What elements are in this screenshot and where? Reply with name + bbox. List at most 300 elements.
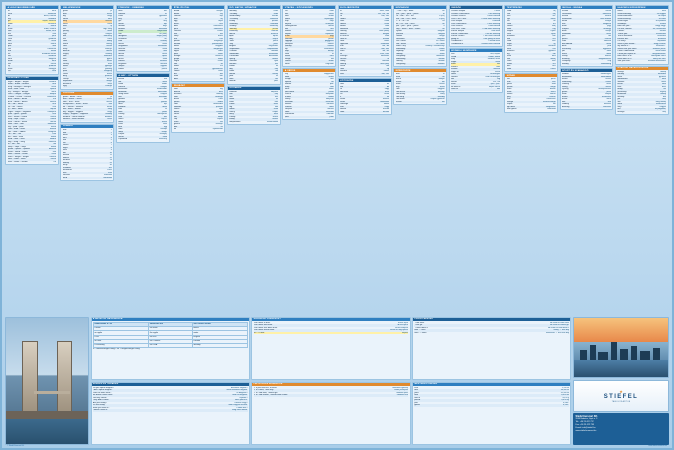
translation: nadrág (216, 93, 223, 96)
term: library (284, 98, 291, 101)
translation: fizetés (604, 55, 611, 58)
translation: elkapni (49, 93, 57, 96)
translation: -tól, -től (382, 50, 390, 53)
block-title: SPORT ÉS SZABADIDŐ (561, 69, 613, 72)
term: tell (7, 52, 11, 55)
term: happy – happier – happiest (62, 113, 89, 116)
term: window (118, 105, 126, 108)
block-prepositions (338, 5, 392, 77)
term: luggage (284, 40, 293, 43)
term: after (340, 110, 345, 113)
translation: útlevél (327, 42, 334, 45)
term: why (395, 85, 400, 88)
term: meeting (562, 57, 570, 60)
translation: bank (329, 88, 334, 91)
term: foot (414, 389, 418, 392)
term: ugly (62, 85, 67, 88)
block-title: HASZNOS KIFEJEZÉSEK (616, 6, 668, 9)
term: ask (7, 55, 11, 58)
bottom-grammar-column-2 (251, 317, 410, 445)
translation: hétfő (273, 10, 279, 13)
term: mother (118, 25, 125, 28)
translation: szőlő (217, 57, 223, 60)
term: in (340, 10, 342, 13)
translation: kié (441, 100, 445, 103)
term: think (7, 37, 12, 40)
term: Does he work here? (92, 391, 112, 394)
translation: szép (107, 82, 112, 85)
translation: csütörtök (269, 17, 279, 20)
translation: paradicsom (212, 42, 223, 45)
translation: kicsi (107, 17, 112, 20)
translation: miért (440, 85, 445, 88)
translation: az (442, 20, 445, 23)
term: Sunday (229, 25, 237, 28)
term: July (229, 42, 234, 45)
term: at (340, 15, 342, 18)
translation: csizma (216, 110, 223, 113)
term: famous – more famous (62, 118, 85, 121)
block-title: RUHÁZAT (172, 84, 224, 87)
cell: an apple (93, 331, 148, 335)
term: How much is it? (617, 55, 633, 58)
translation: valós jelen/jövő (394, 389, 409, 392)
block-title: ELÖLJÁRÓSZÓK (339, 6, 391, 9)
term: modern – more modern (62, 115, 85, 118)
term: temperature (229, 120, 241, 123)
translation: Mennyibe kerül? (651, 55, 667, 58)
term: have to (451, 88, 458, 91)
translation: ajtó (164, 103, 168, 106)
entry-row (562, 106, 611, 109)
translation: Hogy hívnak? (653, 42, 667, 45)
term: break – broke – broken (7, 83, 29, 86)
term: give (7, 45, 12, 48)
term: driver (118, 57, 124, 60)
translation: öreg (107, 108, 112, 111)
block-title: ISKOLA – MUNKA (561, 6, 613, 9)
translation: én (442, 10, 445, 13)
translation: hány (440, 93, 445, 96)
translation: étterem (326, 113, 334, 116)
term: thirteen (62, 159, 70, 162)
translation: fiú (vkié) (159, 32, 168, 35)
term: storm (229, 108, 235, 111)
term: forget – forgot – forgotten (7, 110, 31, 113)
term: "I will go." (414, 324, 424, 327)
translation: amikor (382, 98, 390, 101)
translation: szálloda (326, 110, 334, 113)
term: December (229, 55, 239, 58)
translation: köd (274, 105, 279, 108)
translation: néha (661, 78, 667, 81)
translation: szomorú (103, 55, 112, 58)
term: I'm not ready. (92, 404, 106, 407)
translation: gyors (106, 57, 112, 60)
translation: hamarosan (656, 103, 667, 106)
translation: posta (328, 90, 334, 93)
translation: 4,546 l (563, 404, 570, 407)
translation: tartani (50, 118, 57, 121)
translation: váll (552, 35, 556, 38)
translation: csúnya (105, 85, 112, 88)
term: office (562, 52, 567, 55)
translation: szoknya (215, 95, 223, 98)
term: leave (7, 67, 13, 70)
term: yellow (506, 85, 513, 88)
column-header: határozatlan a / an (93, 322, 148, 326)
term: because (340, 90, 349, 93)
translation: maga (439, 35, 445, 38)
term: water (173, 65, 179, 68)
translation: világoskék (545, 105, 556, 108)
translation: nagy (107, 15, 112, 18)
term: What time is it? (617, 57, 632, 60)
term: you – you – your – yours (395, 12, 419, 15)
translation: konyha (160, 85, 168, 88)
translation: fiatal (107, 30, 112, 33)
term: cloudy (229, 115, 236, 118)
term: juice (173, 67, 179, 70)
translation: piszkos (104, 75, 112, 78)
term: tennis (562, 78, 568, 81)
term: behind (340, 32, 347, 35)
term: daughter (118, 35, 127, 38)
term: soon (617, 103, 622, 106)
term: little – less – least (62, 100, 80, 103)
block-articles (91, 317, 250, 380)
term: how (395, 88, 400, 91)
column-header: zéró névelő nélkül (192, 322, 247, 326)
term: when (340, 98, 346, 101)
term: Goodbye! (617, 22, 627, 25)
term: today (617, 88, 623, 91)
translation: fal (165, 108, 168, 111)
building (611, 342, 618, 360)
translation: só (220, 62, 223, 65)
term: underground (284, 25, 297, 28)
translation: I have worked (487, 15, 501, 18)
term: I don't speak English. (92, 389, 113, 392)
contact-line[interactable]: www.stiefel-eurocart.hu (575, 430, 597, 432)
translation: és (386, 83, 390, 86)
term: bedroom (118, 90, 127, 93)
brand-logo (573, 380, 669, 412)
block-title: SZÁMOK (61, 125, 113, 128)
translation: kávé (218, 70, 223, 73)
translation: Hogy vagy? (655, 25, 667, 28)
term: thousand (62, 169, 72, 172)
term: square (284, 80, 292, 83)
translation: metró (328, 25, 334, 28)
term: this / these (395, 40, 406, 43)
term: football (562, 73, 569, 76)
translation: nélkül (383, 70, 390, 73)
term: August (229, 45, 236, 48)
term: bicycle (284, 22, 292, 25)
translation: ceruza (604, 37, 611, 40)
translation: tegnap (660, 90, 667, 93)
translation: hőmérséklet (266, 120, 279, 123)
term: school (562, 10, 569, 13)
translation: könyv (605, 30, 611, 33)
term: Wednesday (229, 15, 241, 18)
bridge-tower (57, 341, 72, 416)
translation: bor (219, 75, 223, 78)
translation: He said he was tired. (549, 321, 570, 324)
term: Thursday (229, 17, 238, 20)
term: poor (62, 70, 68, 73)
translation: csapat (604, 93, 611, 96)
translation: fekete (549, 88, 556, 91)
term: Good morning! (617, 12, 632, 15)
translation: házi feladat (600, 17, 611, 20)
translation: menni (50, 25, 57, 28)
term: seldom (617, 80, 625, 83)
translation: kevés (106, 100, 112, 103)
term: shall (451, 83, 456, 86)
term: fog (229, 105, 233, 108)
term: train (284, 15, 289, 18)
translation: nap (274, 67, 279, 70)
brand-name: STIEFEL (603, 394, 639, 400)
translation: fül (553, 20, 556, 23)
block-title: FELTÉTELES MONDATOK (252, 383, 410, 386)
term: living room (118, 93, 129, 96)
translation: Viszlát! (659, 22, 667, 25)
term: I – me – my – mine (395, 10, 414, 13)
term: gloves (173, 123, 180, 126)
term: blackboard (562, 42, 573, 45)
block-title: KÖTŐSZÓK (339, 79, 391, 82)
translation: mögött (382, 32, 390, 35)
term: Future Perfect (451, 35, 465, 38)
term: cloud (229, 103, 235, 106)
table-row (93, 343, 247, 347)
block-time-days-months (227, 5, 281, 85)
term: feel (7, 62, 11, 65)
footer-website[interactable]: www.stiefel-eurocart.hu (648, 444, 667, 447)
term: before (340, 108, 347, 111)
term: Past Perf. Cont. (451, 27, 466, 30)
term: but (340, 85, 344, 88)
translation: előszoba (159, 95, 168, 98)
translation: Nem értem. (655, 50, 667, 53)
translation: diák (163, 50, 168, 53)
term: everything (395, 62, 406, 65)
term: with (340, 72, 344, 75)
term: big (62, 15, 66, 18)
term: I'm sorry. (617, 40, 626, 43)
term: during (340, 62, 346, 65)
term: finger (506, 42, 512, 45)
term: never (617, 83, 623, 86)
translation: Később találkozunk! (647, 60, 667, 63)
translation: fürdőszoba (157, 88, 168, 91)
column-header: határozott the (148, 322, 192, 326)
translation: I would have worked (481, 42, 501, 45)
term: how often (395, 98, 405, 101)
term: lamp (118, 130, 123, 133)
translation: 91,44 cm (560, 391, 570, 394)
translation: tábla (606, 42, 611, 45)
translation: nem szükséges (485, 75, 501, 78)
term: sun (229, 93, 233, 96)
term: university (562, 47, 571, 50)
brand-tagline: TANULÓKÁRTYA (611, 400, 631, 403)
translation: gondolni (48, 37, 57, 40)
entry-row (229, 77, 279, 83)
translation: át (387, 57, 390, 60)
translation: esni (52, 105, 57, 108)
block-useful-phrases (615, 5, 669, 65)
term: ceiling (118, 113, 125, 116)
translation: találni (51, 50, 57, 53)
term: good – better – best (62, 95, 82, 98)
term: twenty (62, 161, 69, 164)
term: blood (506, 62, 512, 65)
translation: tudott, tudna (488, 55, 501, 58)
term: between (340, 27, 349, 30)
term: worker (118, 60, 125, 63)
translation: bárki (440, 50, 445, 53)
translation: lassú (107, 60, 112, 63)
term: clean (62, 72, 68, 75)
term: carrot (173, 47, 180, 50)
translation: kanapé (160, 128, 168, 131)
translation: A ház fel fog épülni. (390, 329, 409, 332)
translation: tűnni (51, 60, 57, 63)
term: wall (118, 108, 122, 111)
term: father (118, 22, 124, 25)
term: will (451, 78, 455, 81)
translation: Jól, köszönöm. (652, 27, 667, 30)
translation: enni (52, 103, 57, 106)
translation: fölött (384, 20, 390, 23)
entry-row (229, 121, 278, 124)
term: pint (414, 401, 418, 404)
translation: ablak (162, 105, 168, 108)
term: know (7, 27, 13, 30)
contact-line[interactable]: E-mail: info@stiefel.hu (575, 427, 596, 429)
translation: könnyű (105, 47, 112, 50)
term: often (617, 75, 623, 78)
translation: Nem beszélek angolul. (226, 389, 248, 392)
translation: utca (329, 55, 334, 58)
entry-row (285, 63, 334, 66)
term: trousers (173, 93, 182, 96)
translation: gyomor (548, 50, 556, 53)
term: five (62, 139, 67, 142)
translation: kellene (493, 68, 501, 71)
translation: szabadság (600, 62, 611, 65)
translation: megbeszélés (598, 57, 611, 60)
bridge-tower (22, 341, 37, 416)
translation: kirándulás (324, 47, 334, 50)
translation: senki (439, 52, 445, 55)
translation: 5 (110, 139, 112, 142)
translation: vihar (273, 108, 279, 111)
translation: nappali (160, 93, 168, 96)
translation: cukor (217, 60, 223, 63)
term: match (562, 95, 568, 98)
translation: szeles (272, 118, 279, 121)
translation: füzet (606, 32, 611, 35)
term: 2. If I had time, I would go. (253, 391, 278, 394)
translation: perc (274, 80, 279, 83)
term: car (284, 10, 288, 13)
term: work (7, 57, 12, 60)
term: come (7, 35, 13, 38)
term: whose (395, 100, 402, 103)
translation: 9 (110, 149, 112, 152)
translation: Beszélsz angolul? (230, 386, 248, 389)
translation: fej (553, 10, 556, 13)
building (620, 349, 628, 361)
block-title: SZÍNEK (505, 74, 557, 77)
translation: elég (662, 110, 667, 113)
term: ticket (284, 35, 290, 38)
translation: hét (275, 70, 279, 73)
term: some / any (395, 45, 406, 48)
cell: a book (93, 327, 148, 331)
translation: távoli (107, 105, 112, 108)
translation: ti (443, 25, 445, 28)
term: tooth (506, 27, 512, 30)
translation: olvasni (49, 128, 57, 131)
term: neck (506, 32, 511, 35)
translation: július (273, 42, 279, 45)
translation: város (328, 75, 334, 78)
translation: meleg (106, 42, 112, 45)
translation: pulóver (215, 105, 223, 108)
translation: iskola (328, 95, 334, 98)
block-title: FÜGGŐ BESZÉD (413, 318, 571, 321)
term: take (7, 30, 12, 33)
translation: I worked (492, 20, 501, 23)
translation: magad (438, 32, 445, 35)
translation: 1,609 km (560, 394, 570, 397)
translation: hajó (329, 20, 334, 23)
term: boy (118, 17, 122, 20)
translation: I will have worked (483, 35, 501, 38)
translation: úszni (51, 153, 57, 156)
translation: habár (383, 103, 390, 106)
term: although (340, 103, 349, 106)
term: rich (62, 67, 67, 70)
term: teach – taught – taught (7, 155, 29, 158)
block-title: MELLÉKNEVEK (61, 6, 113, 9)
translation: piros (551, 78, 556, 81)
translation: piac (329, 83, 334, 86)
block-city (282, 68, 336, 120)
term: catch – caught – caught (7, 93, 30, 96)
translation: szabad, lehet (487, 58, 501, 61)
translation: mennyi (437, 90, 445, 93)
translation: zene (606, 98, 611, 101)
translation: -jak? -jek? (490, 83, 501, 86)
term: beautiful (62, 82, 71, 85)
block-weather (227, 86, 281, 126)
translation: 6 (110, 141, 112, 144)
translation: szürke (549, 95, 556, 98)
translation: lépcső (161, 118, 168, 121)
translation: próbálni (49, 65, 57, 68)
term: hear – heard – heard (7, 115, 27, 118)
tower-bridge-illustration (6, 318, 88, 444)
translation: Nem itt dolgozik. (232, 394, 248, 397)
term: I'm fine, thanks. (617, 27, 632, 30)
